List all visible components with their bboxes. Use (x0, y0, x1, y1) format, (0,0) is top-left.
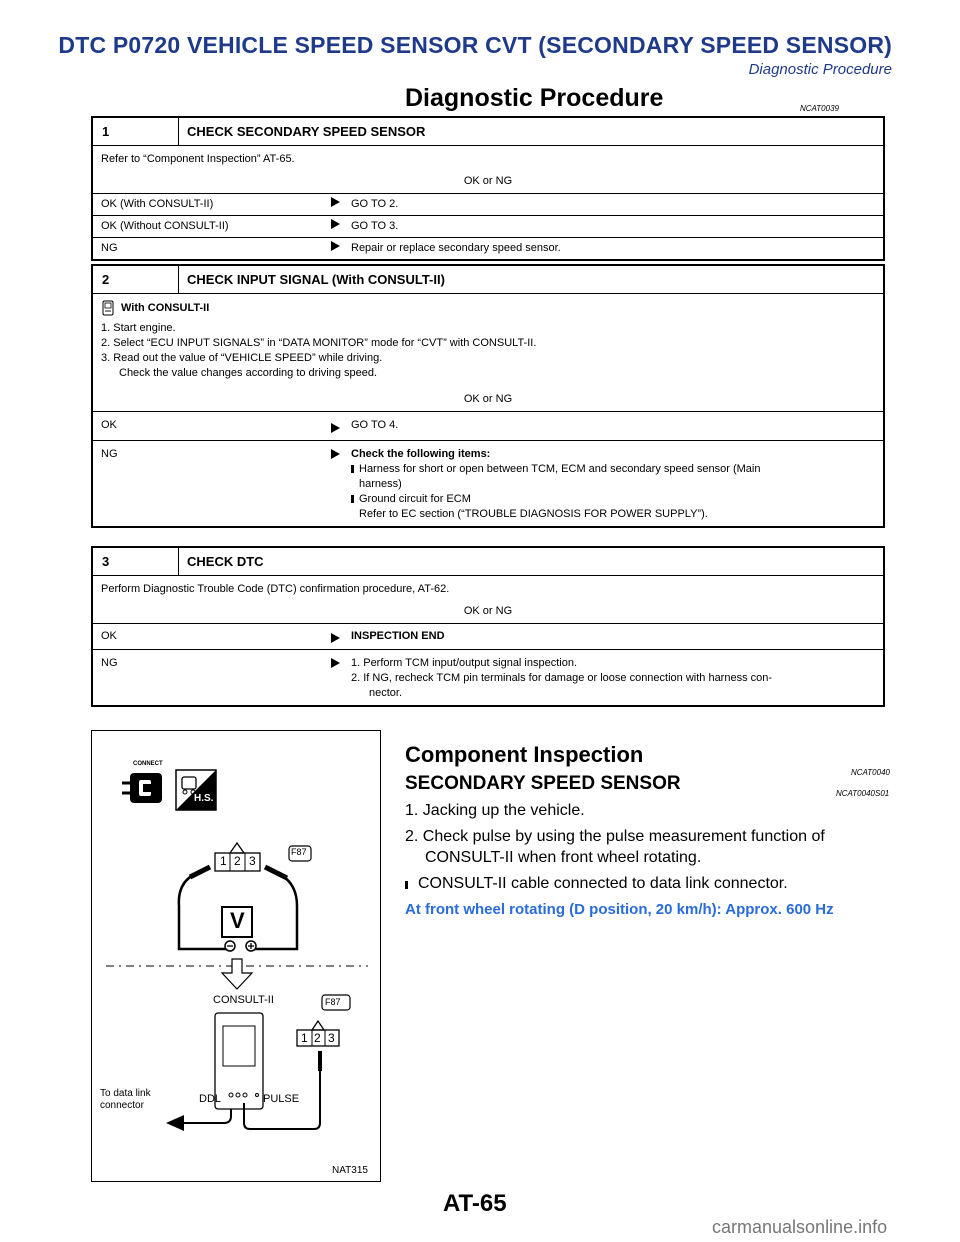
step-2-ok-ng: OK or NG (463, 393, 513, 405)
check-item (351, 492, 879, 507)
component-bullet-text: CONSULT-II cable connected to data link connector. (418, 875, 788, 892)
check-item-text: Ground circuit for ECM (359, 493, 471, 505)
pin-label: 1 (220, 854, 227, 868)
arrow-right-icon (331, 219, 340, 229)
result-line: 2. If NG, recheck TCM pin terminals for damage or loose connection with harness con- (351, 672, 773, 684)
step-1-ok-ng: OK or NG (463, 175, 513, 187)
component-body (405, 800, 890, 920)
result-label: OK (Without CONSULT-II) (101, 220, 229, 232)
arrow-right-icon (331, 423, 340, 433)
header-subtitle: Diagnostic Procedure (748, 61, 892, 78)
component-subtitle: SECONDARY SPEED SENSOR (405, 773, 681, 794)
hs-icon (176, 770, 216, 810)
check-item (351, 462, 879, 477)
check-item-text: Harness for short or open between TCM, ECM and secondary speed sensor (Main (359, 463, 761, 475)
component-subtitle-code: NCAT0040S01 (836, 789, 890, 798)
step-3-instructions (93, 576, 883, 601)
step-2-box (91, 264, 885, 528)
page-number: AT-65 (443, 1190, 507, 1217)
connect-label: CONNECT (133, 761, 163, 767)
consult-label: CONSULT-II (213, 994, 274, 1006)
pin-label: 3 (328, 1031, 335, 1045)
with-consult-line (101, 300, 875, 316)
data-link-label (100, 1088, 151, 1112)
step-2-instruction: 3. Read out the value of “VEHICLE SPEED” while driving. (101, 352, 383, 364)
bullet-icon (351, 465, 354, 473)
connector-top-label: F87 (291, 847, 307, 857)
step-3-box (91, 546, 885, 707)
step-3-number: 3 (93, 548, 179, 575)
result-action: GO TO 4. (351, 419, 399, 431)
step-3-result-row (93, 623, 883, 649)
result-action (351, 441, 883, 526)
step-2-instructions (93, 294, 883, 385)
hs-label: H.S. (194, 793, 214, 804)
result-label: NG (101, 448, 118, 460)
component-title: Component Inspection (405, 742, 644, 767)
step-2-result-row (93, 411, 883, 440)
inspection-figure (91, 730, 381, 1182)
step-3-title: CHECK DTC (187, 554, 264, 569)
step-1-instructions (93, 146, 883, 171)
step-2-title: CHECK INPUT SIGNAL (With CONSULT-II) (187, 272, 445, 287)
result-label: OK (101, 419, 117, 431)
consult-device-icon (215, 1013, 263, 1109)
pin-label: 1 (301, 1031, 308, 1045)
result-line: nector. (369, 687, 403, 699)
step-2-instruction: Check the value changes according to driving speed. (119, 367, 378, 379)
step-3-instruction: Perform Diagnostic Trouble Code (DTC) confirmation procedure, AT-62. (101, 583, 450, 595)
arrow-right-icon (331, 633, 340, 643)
page-title: Diagnostic Procedure (405, 84, 664, 112)
result-action: INSPECTION END (351, 630, 445, 642)
connector-bottom-label: F87 (325, 997, 341, 1007)
bullet-icon (405, 881, 408, 889)
result-label: NG (101, 657, 118, 669)
pulse-label: PULSE (263, 1093, 300, 1105)
arrow-right-icon (331, 658, 340, 668)
pin-label: 3 (249, 854, 256, 868)
step-1-result-row (93, 215, 883, 237)
step-1-result-row (93, 237, 883, 259)
step-1-header (93, 118, 883, 146)
step-3-header (93, 548, 883, 576)
data-link-label-line: To data link (100, 1088, 151, 1099)
result-action: Repair or replace secondary speed sensor. (351, 242, 561, 254)
result-line: 1. Perform TCM input/output signal inspection. (351, 657, 578, 669)
wiring-diagram (92, 731, 382, 1183)
running-header (58, 32, 892, 78)
check-items-title: Check the following items: (351, 448, 491, 460)
pin-label: 2 (234, 854, 241, 868)
ddl-label: DDL (199, 1093, 222, 1105)
result-action: GO TO 3. (351, 220, 399, 232)
step-1-result-row (93, 193, 883, 215)
connect-icon (122, 773, 162, 803)
check-item-cont: Refer to EC section (“TROUBLE DIAGNOSIS FOR POWER SUPPLY”). (359, 508, 708, 520)
with-consult-label: With CONSULT-II (121, 301, 210, 314)
result-label: OK (101, 630, 117, 642)
step-2-number: 2 (93, 266, 179, 293)
data-link-label-line: connector (100, 1100, 144, 1111)
step-2-header (93, 266, 883, 294)
component-spec: At front wheel rotating (D position, 20 km/h): Approx. 600 Hz (405, 901, 834, 918)
arrow-right-icon (331, 241, 340, 251)
watermark: carmanualsonline.info (712, 1217, 888, 1237)
step-1-instruction: Refer to “Component Inspection” AT-65. (101, 153, 295, 165)
result-action: GO TO 2. (351, 198, 399, 210)
arrow-right-icon (331, 449, 340, 459)
page-title-code: NCAT0039 (800, 104, 839, 113)
step-1-number: 1 (93, 118, 179, 145)
pin-label: 2 (314, 1031, 321, 1045)
component-step: 2. Check pulse by using the pulse measurement function of CONSULT-II when front wheel rotating. (405, 828, 825, 866)
component-step: 1. Jacking up the vehicle. (405, 802, 585, 819)
step-3-ok-ng: OK or NG (463, 605, 513, 617)
figure-code: NAT315 (332, 1165, 368, 1176)
step-2-instruction: 2. Select “ECU INPUT SIGNALS” in “DATA MONITOR” mode for “CVT” with CONSULT-II. (101, 337, 537, 349)
component-bullet (405, 873, 890, 894)
check-item-cont: harness) (359, 478, 402, 490)
step-3-result-row (93, 649, 883, 705)
header-title: DTC P0720 VEHICLE SPEED SENSOR CVT (SECONDARY SPEED SENSOR) (58, 32, 892, 58)
step-2-result-row (93, 440, 883, 526)
result-action (351, 650, 883, 705)
consult-device-icon (101, 300, 115, 316)
arrow-right-icon (331, 197, 340, 207)
result-label: OK (With CONSULT-II) (101, 198, 214, 210)
component-title-code: NCAT0040 (851, 768, 890, 777)
voltmeter-label: V (230, 908, 245, 933)
bullet-icon (351, 495, 354, 503)
result-label: NG (101, 242, 118, 254)
step-1-box (91, 116, 885, 261)
step-2-instruction: 1. Start engine. (101, 322, 176, 334)
step-1-title: CHECK SECONDARY SPEED SENSOR (187, 124, 426, 139)
